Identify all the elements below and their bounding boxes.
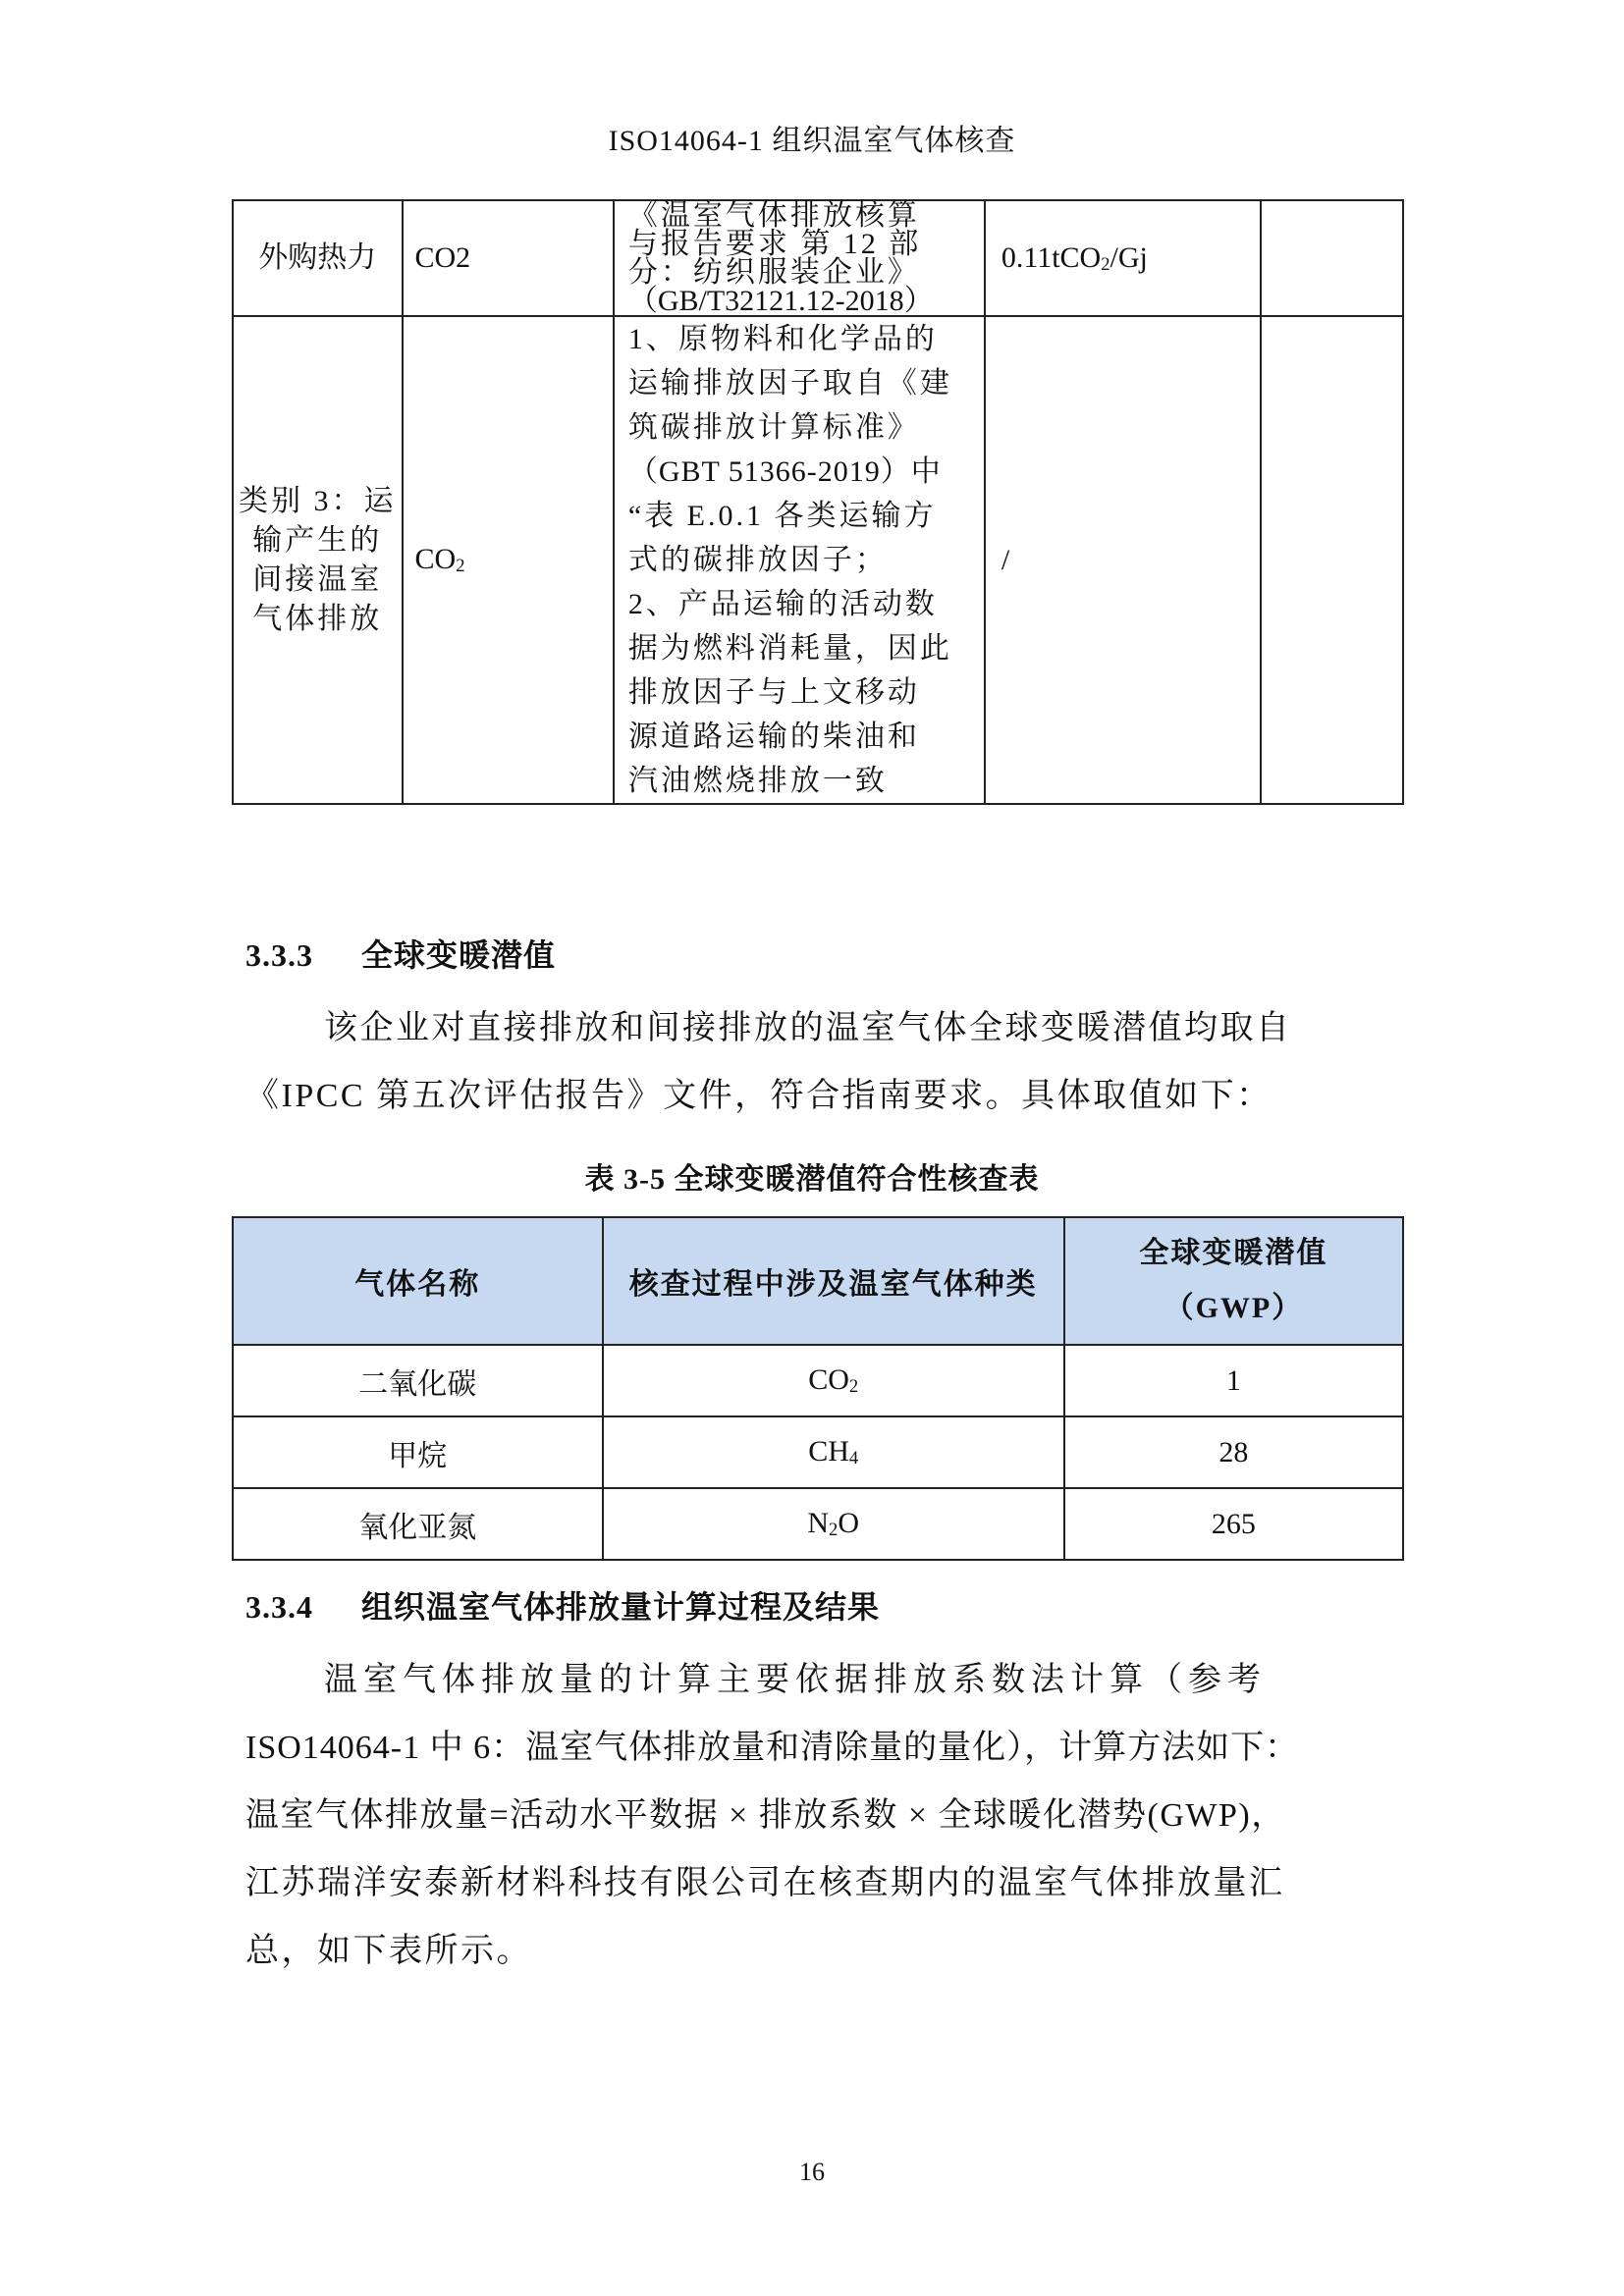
source-cell: 外购热力 xyxy=(233,200,403,316)
header-gas-name: 气体名称 xyxy=(233,1217,603,1345)
reference-cell: 《温室气体排放核算 与报告要求 第 12 部 分：纺织服装企业》 （GB/T32121.12-2018） xyxy=(614,200,985,316)
section-334-paragraph: 温室气体排放量的计算主要依据排放系数法计算（参考 ISO14064-1 中 6：温室气体排放量和清除量的量化），计算方法如下： 温室气体排放量=活动水平数据 × 排放系数 × 全球暖化潜势(GWP)， 江苏瑞洋安泰新材料科技有限公司在核查期内的温室气体排放量汇 总，如下表所示。 xyxy=(245,1662,1300,1969)
header-gas-type: 核查过程中涉及温室气体种类 xyxy=(603,1217,1064,1345)
note-cell xyxy=(1261,316,1403,804)
reference-cell: 1、原物料和化学品的 运输排放因子取自《建 筑碳排放计算标准》 （GBT 51366-2019）中 “表 E.0.1 各类运输方 式的碳排放因子； 2、产品运输的活动数 据为燃料消耗量，因此 排放因子与上文移动 源道路运输的柴油和 汽油燃烧排放一致 xyxy=(614,316,985,804)
table-row xyxy=(233,1416,1403,1488)
table-header-row xyxy=(233,1217,1403,1345)
page-number: 16 xyxy=(799,2158,825,2186)
gas-name: 甲烷 xyxy=(233,1416,603,1488)
factor-cell: / xyxy=(985,316,1261,804)
gas-name: 氧化亚氮 xyxy=(233,1488,603,1560)
gwp-value: 1 xyxy=(1064,1345,1403,1416)
emission-factor-table xyxy=(232,199,1404,805)
gas-formula: $CO_2$ xyxy=(603,1345,1064,1416)
gwp-table xyxy=(232,1216,1404,1561)
source-cell: 类别 3：运 输产生的 间接温室 气体排放 xyxy=(233,316,403,804)
gas-cell: CO2 xyxy=(403,200,614,316)
gwp-value: 265 xyxy=(1064,1488,1403,1560)
gas-name: 二氧化碳 xyxy=(233,1345,603,1416)
section-heading-334: 3.3.4 组织温室气体排放量计算过程及结果 xyxy=(245,1589,881,1625)
section-heading-333: 3.3.3 全球变暖潜值 xyxy=(245,937,557,973)
page-header: ISO14064-1 组织温室气体核查 xyxy=(608,125,1016,157)
header-gwp: 全球变暖潜值 （GWP） xyxy=(1064,1217,1403,1345)
gas-formula: $N_2O$ xyxy=(603,1488,1064,1560)
table-row xyxy=(233,200,1403,316)
gas-cell: $CO_2$ xyxy=(403,316,614,804)
note-cell xyxy=(1261,200,1403,316)
table-caption: 表 3-5 全球变暖潜值符合性核查表 xyxy=(584,1163,1040,1196)
factor-cell: 0.11tCO$_2$/Gj xyxy=(985,200,1261,316)
table-row xyxy=(233,316,1403,804)
section-333-paragraph: 该企业对直接排放和间接排放的温室气体全球变暖潜值均取自 《IPCC 第五次评估报告》文件，符合指南要求。具体取值如下： xyxy=(245,1010,1292,1114)
gwp-value: 28 xyxy=(1064,1416,1403,1488)
table-row xyxy=(233,1345,1403,1416)
table-row xyxy=(233,1488,1403,1560)
gas-formula: $CH_4$ xyxy=(603,1416,1064,1488)
